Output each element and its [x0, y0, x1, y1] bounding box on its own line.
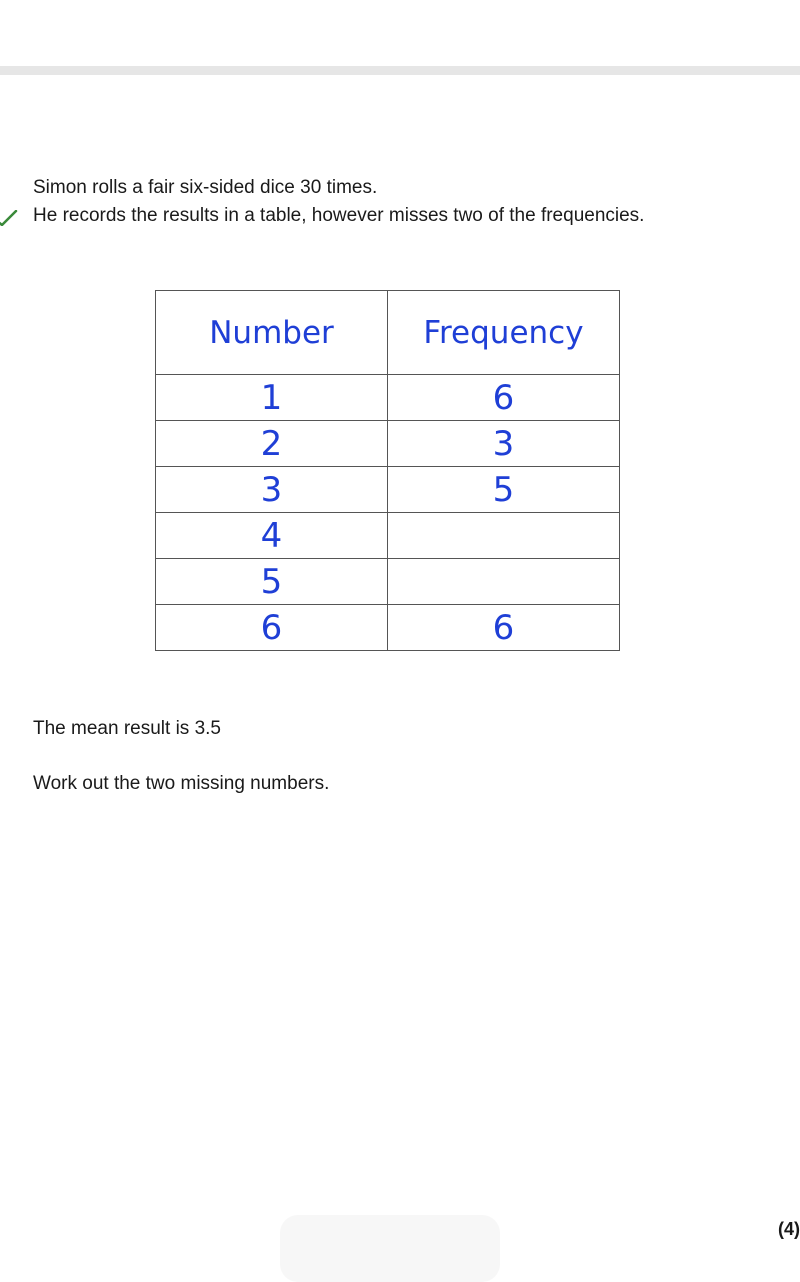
frequency-cell: 3	[388, 421, 620, 467]
frequency-cell: 5	[388, 467, 620, 513]
table-row	[156, 605, 620, 651]
frequency-cell-missing	[388, 513, 620, 559]
table-row	[156, 375, 620, 421]
table-row	[156, 467, 620, 513]
marks-label: (4)	[778, 1219, 800, 1239]
header-frequency: Frequency	[388, 291, 620, 375]
number-cell: 2	[156, 421, 388, 467]
number-cell: 1	[156, 375, 388, 421]
table-row	[156, 421, 620, 467]
question-text-line-1: Simon rolls a fair six-sided dice 30 times.	[33, 177, 378, 198]
number-cell: 5	[156, 559, 388, 605]
number-cell: 6	[156, 605, 388, 651]
check-mark-icon	[0, 210, 18, 226]
table-row	[156, 559, 620, 605]
number-cell: 4	[156, 513, 388, 559]
question-text-line-2: He records the results in a table, however misses two of the frequencies.	[33, 205, 645, 226]
frequency-cell: 6	[388, 375, 620, 421]
header-number: Number	[156, 291, 388, 375]
number-cell: 3	[156, 467, 388, 513]
top-divider-band	[0, 66, 800, 75]
table-header-row	[156, 291, 620, 375]
frequency-table	[155, 290, 620, 651]
mean-statement: The mean result is 3.5	[33, 718, 221, 739]
frequency-cell-missing	[388, 559, 620, 605]
instruction-text: Work out the two missing numbers.	[33, 773, 330, 794]
faded-area	[280, 1215, 500, 1282]
frequency-cell: 6	[388, 605, 620, 651]
table-row	[156, 513, 620, 559]
